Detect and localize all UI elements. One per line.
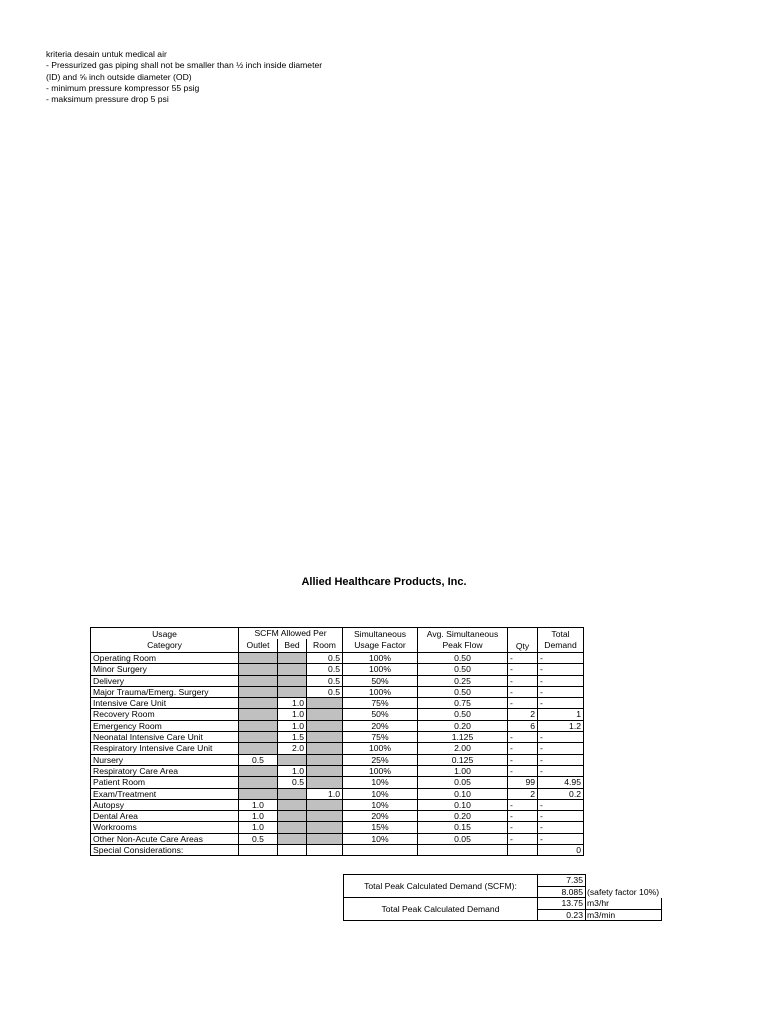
cell-demand: - (538, 653, 584, 664)
cell-room: 0.5 (307, 664, 343, 675)
cell-outlet (239, 732, 278, 743)
m3hr-value: 13.75 (538, 898, 586, 910)
cell-factor: 100% (343, 653, 418, 664)
design-criteria-notes (46, 49, 366, 105)
header-sim-line1: Simultaneous (353, 628, 407, 639)
notes-min-pressure: - minimum pressure kompressor 55 psig (46, 82, 200, 93)
header-room: Room (307, 639, 343, 653)
notes-piping-size-cont: (ID) and ⅝ inch outside diameter (OD) (46, 71, 192, 82)
cell-bed (278, 822, 307, 833)
summary-spacer (586, 875, 662, 887)
cell-category: Special Considerations: (91, 845, 239, 856)
cell-flow: 0.05 (418, 833, 508, 844)
cell-flow: 0.20 (418, 720, 508, 731)
cell-outlet: 0.5 (239, 754, 278, 765)
cell-flow: 0.50 (418, 686, 508, 697)
cell-demand: 4.95 (538, 777, 584, 788)
cell-qty: 6 (508, 720, 538, 731)
cell-outlet (239, 686, 278, 697)
header-avg-line1: Avg. Simultaneous (426, 628, 499, 639)
cell-outlet (239, 720, 278, 731)
cell-outlet: 1.0 (239, 822, 278, 833)
header-peak-flow (418, 628, 508, 653)
cell-flow: 1.125 (418, 732, 508, 743)
cell-room (307, 698, 343, 709)
cell-flow: 0.125 (418, 754, 508, 765)
cell-factor: 75% (343, 732, 418, 743)
header-total-line1: Total (551, 628, 570, 639)
table-row (91, 822, 584, 833)
cell-qty: - (508, 653, 538, 664)
cell-bed (278, 686, 307, 697)
cell-category: Emergency Room (91, 720, 239, 731)
cell-demand: - (538, 732, 584, 743)
cell-demand: - (538, 698, 584, 709)
peak-demand-label: Total Peak Calculated Demand (344, 898, 538, 921)
cell-factor: 100% (343, 664, 418, 675)
cell-qty: - (508, 686, 538, 697)
cell-bed (278, 664, 307, 675)
m3min-value: 0.23 (538, 909, 586, 921)
cell-bed (278, 754, 307, 765)
cell-bed: 1.0 (278, 698, 307, 709)
cell-room (307, 799, 343, 810)
cell-bed: 1.5 (278, 732, 307, 743)
cell-factor: 25% (343, 754, 418, 765)
cell-category: Exam/Treatment (91, 788, 239, 799)
notes-piping-size: - Pressurized gas piping shall not be smaller than ½ inch inside diameter (46, 60, 323, 71)
table-row (91, 833, 584, 844)
summary-table (343, 874, 662, 921)
cell-factor: 100% (343, 686, 418, 697)
table-row (91, 720, 584, 731)
cell-category: Dental Area (91, 811, 239, 822)
cell-qty: - (508, 698, 538, 709)
demand-table (90, 627, 584, 856)
cell-bed (278, 799, 307, 810)
cell-room (307, 720, 343, 731)
cell-bed (278, 788, 307, 799)
cell-factor: 50% (343, 675, 418, 686)
cell-outlet (239, 664, 278, 675)
cell-qty: 99 (508, 777, 538, 788)
cell-demand: 1.2 (538, 720, 584, 731)
cell-room: 0.5 (307, 653, 343, 664)
table-row (91, 743, 584, 754)
cell-demand: - (538, 799, 584, 810)
notes-max-pressure-drop: - maksimum pressure drop 5 psi (46, 94, 169, 105)
cell-factor: 10% (343, 833, 418, 844)
cell-demand: 0 (538, 845, 584, 856)
notes-heading: kriteria desain untuk medical air (46, 49, 167, 59)
cell-outlet: 0.5 (239, 833, 278, 844)
cell-bed (278, 845, 307, 856)
cell-qty: - (508, 811, 538, 822)
cell-flow: 0.50 (418, 709, 508, 720)
table-row (91, 765, 584, 776)
cell-flow: 2.00 (418, 743, 508, 754)
cell-demand: - (538, 833, 584, 844)
cell-room (307, 833, 343, 844)
cell-category: Other Non-Acute Care Areas (91, 833, 239, 844)
cell-qty: - (508, 732, 538, 743)
header-scfm-allowed: SCFM Allowed Per (239, 628, 343, 639)
cell-factor: 10% (343, 788, 418, 799)
cell-category: Patient Room (91, 777, 239, 788)
cell-qty: - (508, 833, 538, 844)
cell-room (307, 732, 343, 743)
cell-room (307, 754, 343, 765)
peak-scfm-value: 7.35 (538, 875, 586, 887)
cell-category: Workrooms (91, 822, 239, 833)
cell-bed (278, 675, 307, 686)
header-usage-category (91, 628, 239, 653)
cell-category: Respiratory Intensive Care Unit (91, 743, 239, 754)
cell-room (307, 845, 343, 856)
cell-category: Minor Surgery (91, 664, 239, 675)
cell-category: Recovery Room (91, 709, 239, 720)
cell-category: Operating Room (91, 653, 239, 664)
cell-room (307, 743, 343, 754)
cell-factor: 10% (343, 799, 418, 810)
cell-room (307, 765, 343, 776)
cell-demand: - (538, 664, 584, 675)
cell-factor: 100% (343, 743, 418, 754)
cell-room (307, 822, 343, 833)
cell-bed (278, 833, 307, 844)
table-row (91, 675, 584, 686)
cell-flow (418, 845, 508, 856)
table-row (91, 811, 584, 822)
m3min-unit: m3/min (586, 909, 662, 921)
header-sim-line2: Usage Factor (354, 640, 406, 650)
cell-outlet: 1.0 (239, 799, 278, 810)
cell-outlet: 1.0 (239, 811, 278, 822)
cell-outlet (239, 743, 278, 754)
cell-bed: 1.0 (278, 720, 307, 731)
cell-qty: - (508, 664, 538, 675)
cell-qty: - (508, 799, 538, 810)
cell-room: 0.5 (307, 675, 343, 686)
cell-factor: 100% (343, 765, 418, 776)
cell-qty: 2 (508, 709, 538, 720)
safety-factor-note: (safety factor 10%) (587, 886, 660, 897)
table-row (91, 799, 584, 810)
cell-category: Intensive Care Unit (91, 698, 239, 709)
cell-factor: 20% (343, 720, 418, 731)
cell-room: 0.5 (307, 686, 343, 697)
header-simultaneous-factor (343, 628, 418, 653)
cell-room (307, 709, 343, 720)
cell-category: Nursery (91, 754, 239, 765)
header-usage-line1: Usage (152, 628, 177, 639)
cell-flow: 0.10 (418, 788, 508, 799)
cell-room (307, 811, 343, 822)
cell-factor: 10% (343, 777, 418, 788)
safety-factor-value: 8.085 (538, 886, 586, 898)
cell-flow: 0.15 (418, 822, 508, 833)
cell-demand: 1 (538, 709, 584, 720)
table-row (91, 709, 584, 720)
header-total-demand (538, 628, 584, 653)
table-row (91, 788, 584, 799)
cell-category: Autopsy (91, 799, 239, 810)
cell-outlet (239, 777, 278, 788)
cell-bed (278, 811, 307, 822)
cell-outlet (239, 788, 278, 799)
cell-category: Delivery (91, 675, 239, 686)
cell-outlet (239, 675, 278, 686)
cell-flow: 0.10 (418, 799, 508, 810)
cell-flow: 0.05 (418, 777, 508, 788)
cell-demand: - (538, 811, 584, 822)
table-row (91, 845, 584, 856)
table-row (91, 777, 584, 788)
cell-demand: - (538, 743, 584, 754)
cell-flow: 0.50 (418, 653, 508, 664)
cell-qty: - (508, 822, 538, 833)
m3hr-unit: m3/hr (586, 898, 662, 910)
cell-demand: - (538, 675, 584, 686)
cell-room: 1.0 (307, 788, 343, 799)
table-row (91, 754, 584, 765)
cell-demand: - (538, 822, 584, 833)
cell-outlet (239, 653, 278, 664)
cell-qty: 2 (508, 788, 538, 799)
table-row (91, 732, 584, 743)
cell-qty: - (508, 754, 538, 765)
table-row (91, 698, 584, 709)
cell-flow: 0.75 (418, 698, 508, 709)
table-row (91, 686, 584, 697)
cell-bed: 0.5 (278, 777, 307, 788)
demand-table-body (91, 653, 584, 856)
cell-outlet (239, 698, 278, 709)
peak-scfm-label: Total Peak Calculated Demand (SCFM): (344, 875, 538, 898)
cell-factor: 50% (343, 709, 418, 720)
cell-qty: - (508, 675, 538, 686)
document-title: Allied Healthcare Products, Inc. (301, 576, 467, 588)
cell-factor: 15% (343, 822, 418, 833)
cell-qty (508, 845, 538, 856)
cell-demand: - (538, 765, 584, 776)
cell-demand: - (538, 754, 584, 765)
cell-outlet (239, 765, 278, 776)
header-usage-line2: Category (147, 640, 182, 650)
cell-qty: - (508, 765, 538, 776)
cell-flow: 1.00 (418, 765, 508, 776)
table-row (91, 664, 584, 675)
cell-bed: 1.0 (278, 765, 307, 776)
cell-factor: 75% (343, 698, 418, 709)
cell-bed: 1.0 (278, 709, 307, 720)
header-bed: Bed (278, 639, 307, 653)
header-avg-line2: Peak Flow (442, 640, 483, 650)
cell-factor (343, 845, 418, 856)
cell-room (307, 777, 343, 788)
cell-bed (278, 653, 307, 664)
cell-qty: - (508, 743, 538, 754)
cell-demand: 0.2 (538, 788, 584, 799)
cell-outlet (239, 709, 278, 720)
cell-bed: 2.0 (278, 743, 307, 754)
header-total-line2: Demand (544, 640, 577, 650)
cell-flow: 0.20 (418, 811, 508, 822)
cell-category: Respiratory Care Area (91, 765, 239, 776)
header-outlet: Outlet (239, 639, 278, 653)
cell-category: Neonatal Intensive Care Unit (91, 732, 239, 743)
cell-outlet (239, 845, 278, 856)
cell-demand: - (538, 686, 584, 697)
header-qty: Qty (508, 628, 538, 653)
table-row (91, 653, 584, 664)
cell-flow: 0.50 (418, 664, 508, 675)
cell-factor: 20% (343, 811, 418, 822)
cell-category: Major Trauma/Emerg. Surgery (91, 686, 239, 697)
cell-flow: 0.25 (418, 675, 508, 686)
